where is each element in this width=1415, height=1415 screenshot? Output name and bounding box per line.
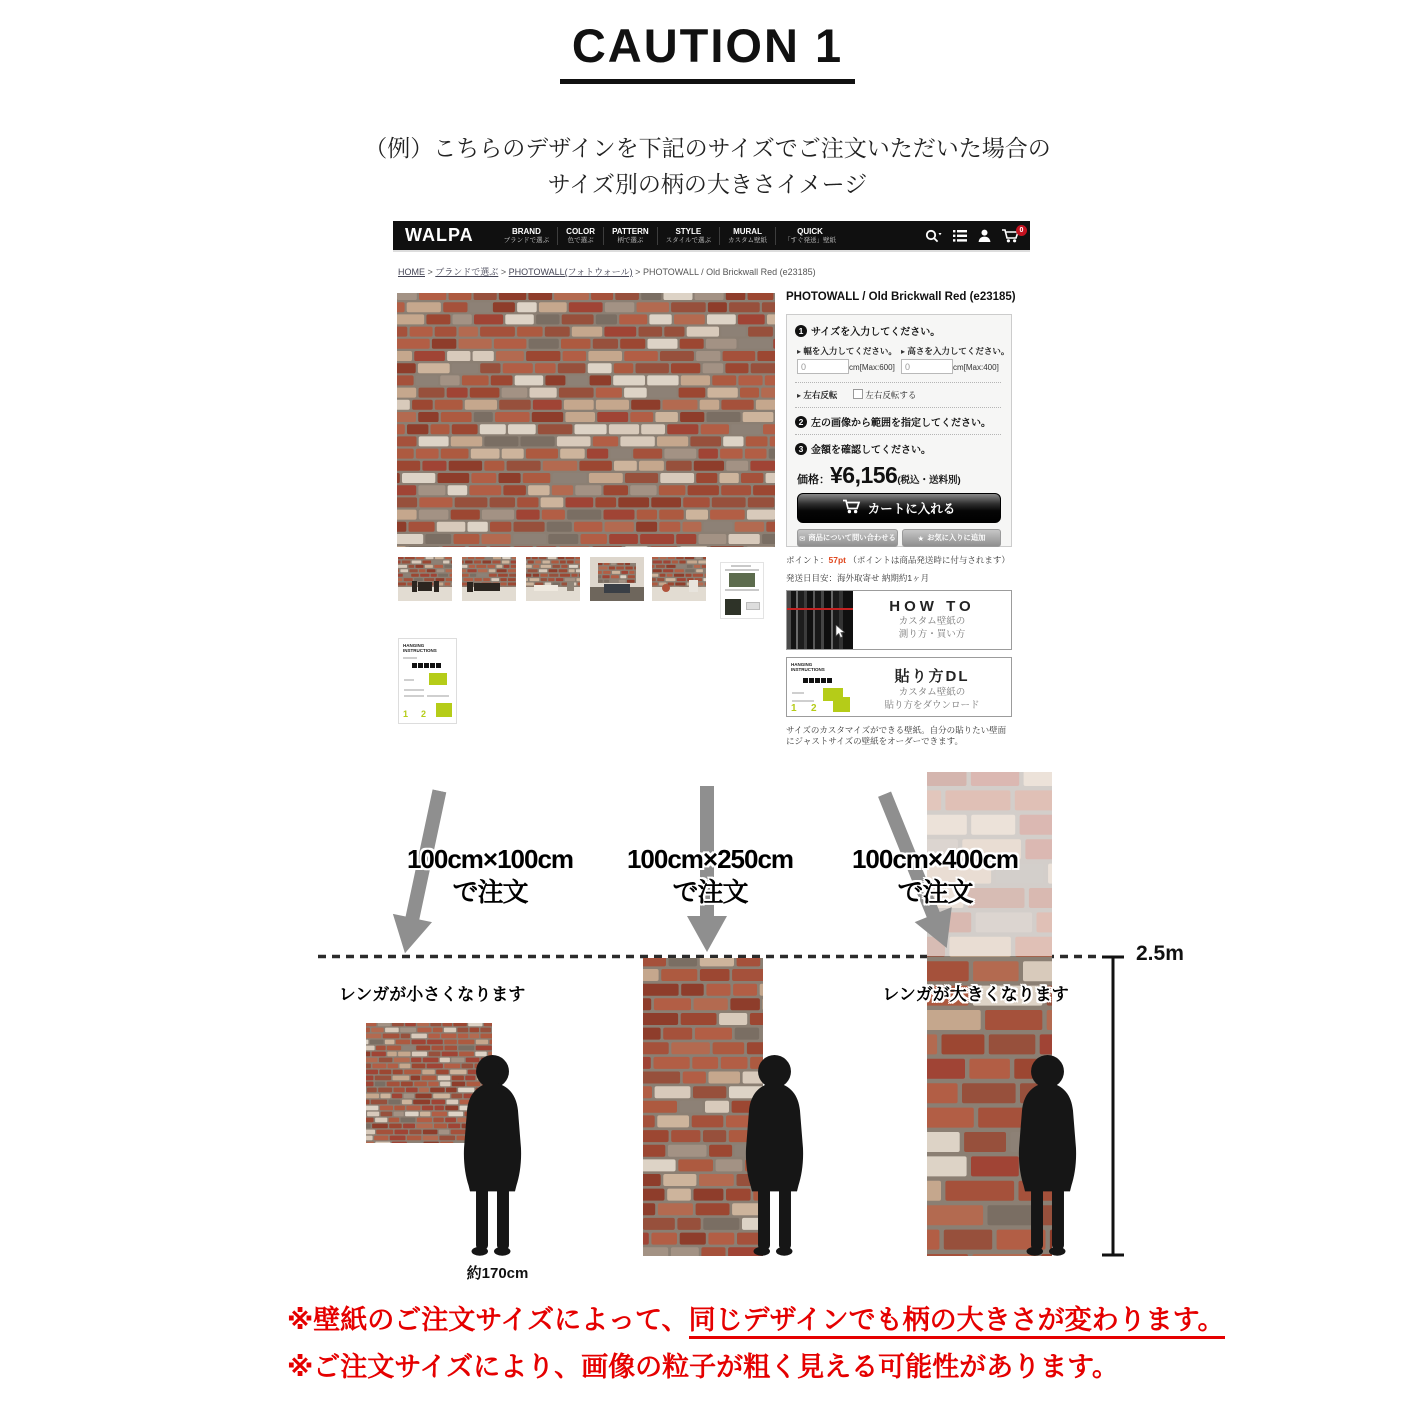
- height-unit: cm[Max:400]: [953, 363, 999, 372]
- thumbnail-room-1[interactable]: [398, 557, 452, 601]
- breadcrumb-home[interactable]: HOME: [398, 267, 425, 277]
- larger-bricks-note: レンガが大きくなります: [882, 985, 1069, 1004]
- nav-menu: [496, 221, 844, 250]
- step1-badge: 1: [795, 325, 807, 337]
- width-input[interactable]: [797, 359, 849, 374]
- howto-image: [787, 591, 853, 649]
- product-title: PHOTOWALL / Old Brickwall Red (e23185): [786, 291, 1016, 303]
- person-silhouette-2: [737, 1052, 812, 1258]
- width-unit: cm[Max:600]: [849, 363, 895, 372]
- points-row: ポイント：57pt （ポイントは商品発送時に付与されます）: [786, 555, 1010, 565]
- warning-notes: [287, 1305, 1225, 1382]
- height-measure-label: 2.5m: [1136, 942, 1184, 965]
- breadcrumb-current: PHOTOWALL / Old Brickwall Red (e23185): [642, 267, 816, 277]
- shipping-note: 発送日目安：海外取寄せ 納期約1ヶ月: [786, 573, 930, 583]
- hanging-dl-title: 貼り方DL: [894, 668, 970, 685]
- cursor-icon: [835, 625, 845, 643]
- width-label: ▸ 幅を入力してください。: [797, 346, 897, 356]
- inquiry-button[interactable]: ✉ 商品について問い合わせる: [797, 529, 898, 547]
- subtitle-line2: サイズ別の柄の大きさイメージ: [547, 171, 868, 197]
- breadcrumb: HOME > ブランドで選ぶ > PHOTOWALL(フォトウォール) > PHOTOWALL / Old Brickwall Red (e23185): [398, 267, 816, 277]
- add-to-cart-button[interactable]: カートに入れる: [797, 493, 1001, 523]
- search-icon[interactable]: [925, 229, 942, 243]
- price-note: (税込・送料別): [897, 475, 961, 486]
- thumbnail-hanging-instructions[interactable]: HANGING INSTRUCTIONS 1 2: [398, 638, 457, 724]
- favorite-button[interactable]: ★ お気に入りに追加: [902, 529, 1001, 547]
- howto-banner[interactable]: HOW TO カスタム壁紙の 測り方・買い方: [786, 590, 1012, 650]
- order-label-100x250: 100cm×250cm で注文: [626, 844, 794, 907]
- nav-item-mural[interactable]: MURAL カスタム壁紙: [719, 227, 775, 245]
- breadcrumb-category[interactable]: PHOTOWALL(フォトウォール): [508, 267, 633, 277]
- step3-row: 3 金額を確認してください。: [795, 441, 931, 456]
- points-value: 57pt: [828, 555, 846, 565]
- nav-item-pattern[interactable]: PATTERN 柄で選ぶ: [603, 227, 657, 245]
- person-silhouette-3: [1010, 1052, 1085, 1258]
- price-value: ¥6,156: [830, 462, 898, 488]
- hanging-dl-banner[interactable]: HANGING INSTRUCTIONS 1 2 貼り方DL カスタム壁紙の 貼り方をダウンロード: [786, 657, 1012, 717]
- site-navbar: [393, 221, 1030, 252]
- step1-row: 1 サイズを入力してください。: [795, 323, 940, 338]
- person-silhouette-1: [455, 1052, 530, 1258]
- flip-label: ▸ 左右反転: [797, 390, 838, 400]
- nav-item-quick[interactable]: QUICK 「すぐ発送」壁紙: [775, 227, 844, 245]
- walpa-logo[interactable]: WALPA: [405, 225, 474, 245]
- star-icon: ★: [917, 533, 925, 543]
- page-title: CAUTION 1: [0, 18, 1415, 84]
- step2-badge: 2: [795, 416, 807, 428]
- thumbnail-room-5[interactable]: [652, 557, 706, 601]
- warning-note-2: ※ご注文サイズにより、画像の粒子が粗く見える可能性があります。: [287, 1352, 1119, 1382]
- howto-title: HOW TO: [889, 598, 975, 615]
- flip-checkbox-row: 左右反転する: [853, 389, 916, 401]
- thumbnail-room-3[interactable]: [526, 557, 580, 601]
- embedded-screenshot: [393, 217, 1030, 757]
- cart-button-icon: [843, 499, 861, 517]
- order-label-100x100: 100cm×100cm で注文: [406, 844, 574, 907]
- order-options-box: [786, 314, 1012, 547]
- thumbnail-size-guide[interactable]: [720, 562, 764, 619]
- price-row: [797, 462, 961, 489]
- cart-count-badge: 0: [1016, 225, 1027, 236]
- flip-checkbox[interactable]: [853, 389, 863, 399]
- product-description: サイズのカスタマイズができる壁紙。自分の貼りたい壁面にジャストサイズの壁紙をオーダーできます。: [786, 725, 1007, 746]
- account-icon[interactable]: [978, 229, 991, 242]
- step2-row: 2 左の画像から範囲を指定してください。: [795, 414, 991, 429]
- nav-item-color[interactable]: COLOR 色で選ぶ: [557, 227, 603, 245]
- breadcrumb-brand[interactable]: ブランドで選ぶ: [435, 267, 499, 277]
- hanging-dl-image: HANGING INSTRUCTIONS 1 2: [787, 658, 853, 716]
- product-image-brickwall[interactable]: [397, 293, 775, 547]
- nav-item-brand[interactable]: BRAND ブランドで選ぶ: [503, 226, 550, 244]
- smaller-bricks-note: レンガが小さくなります: [338, 985, 526, 1004]
- height-measure-line: [1098, 950, 1132, 1262]
- nav-icons: [925, 226, 1024, 243]
- mail-icon: ✉: [799, 533, 806, 543]
- warning-note-1-underlined: 同じデザインでも柄の大きさが変わります。: [689, 1305, 1225, 1339]
- order-label-100x400: 100cm×400cm で注文: [851, 844, 1019, 907]
- thumbnail-room-2[interactable]: [462, 557, 516, 601]
- height-input[interactable]: [901, 359, 953, 374]
- height-label: ▸ 高さを入力してください。: [901, 346, 1010, 356]
- list-icon[interactable]: [953, 230, 967, 242]
- thumbnail-room-4[interactable]: [590, 557, 644, 601]
- step3-badge: 3: [795, 443, 807, 455]
- cart-icon[interactable]: [1002, 226, 1024, 243]
- person-height-label: 約170cm: [466, 1265, 529, 1282]
- nav-item-style[interactable]: STYLE スタイルで選ぶ: [657, 227, 719, 245]
- price-label: 価格：: [797, 474, 830, 486]
- warning-note-1: ※壁紙のご注文サイズによって、同じデザインでも柄の大きさが変わります。: [287, 1305, 1147, 1335]
- subtitle-line1: （例）こちらのデザインを下記のサイズでご注文いただいた場合の: [364, 135, 1051, 161]
